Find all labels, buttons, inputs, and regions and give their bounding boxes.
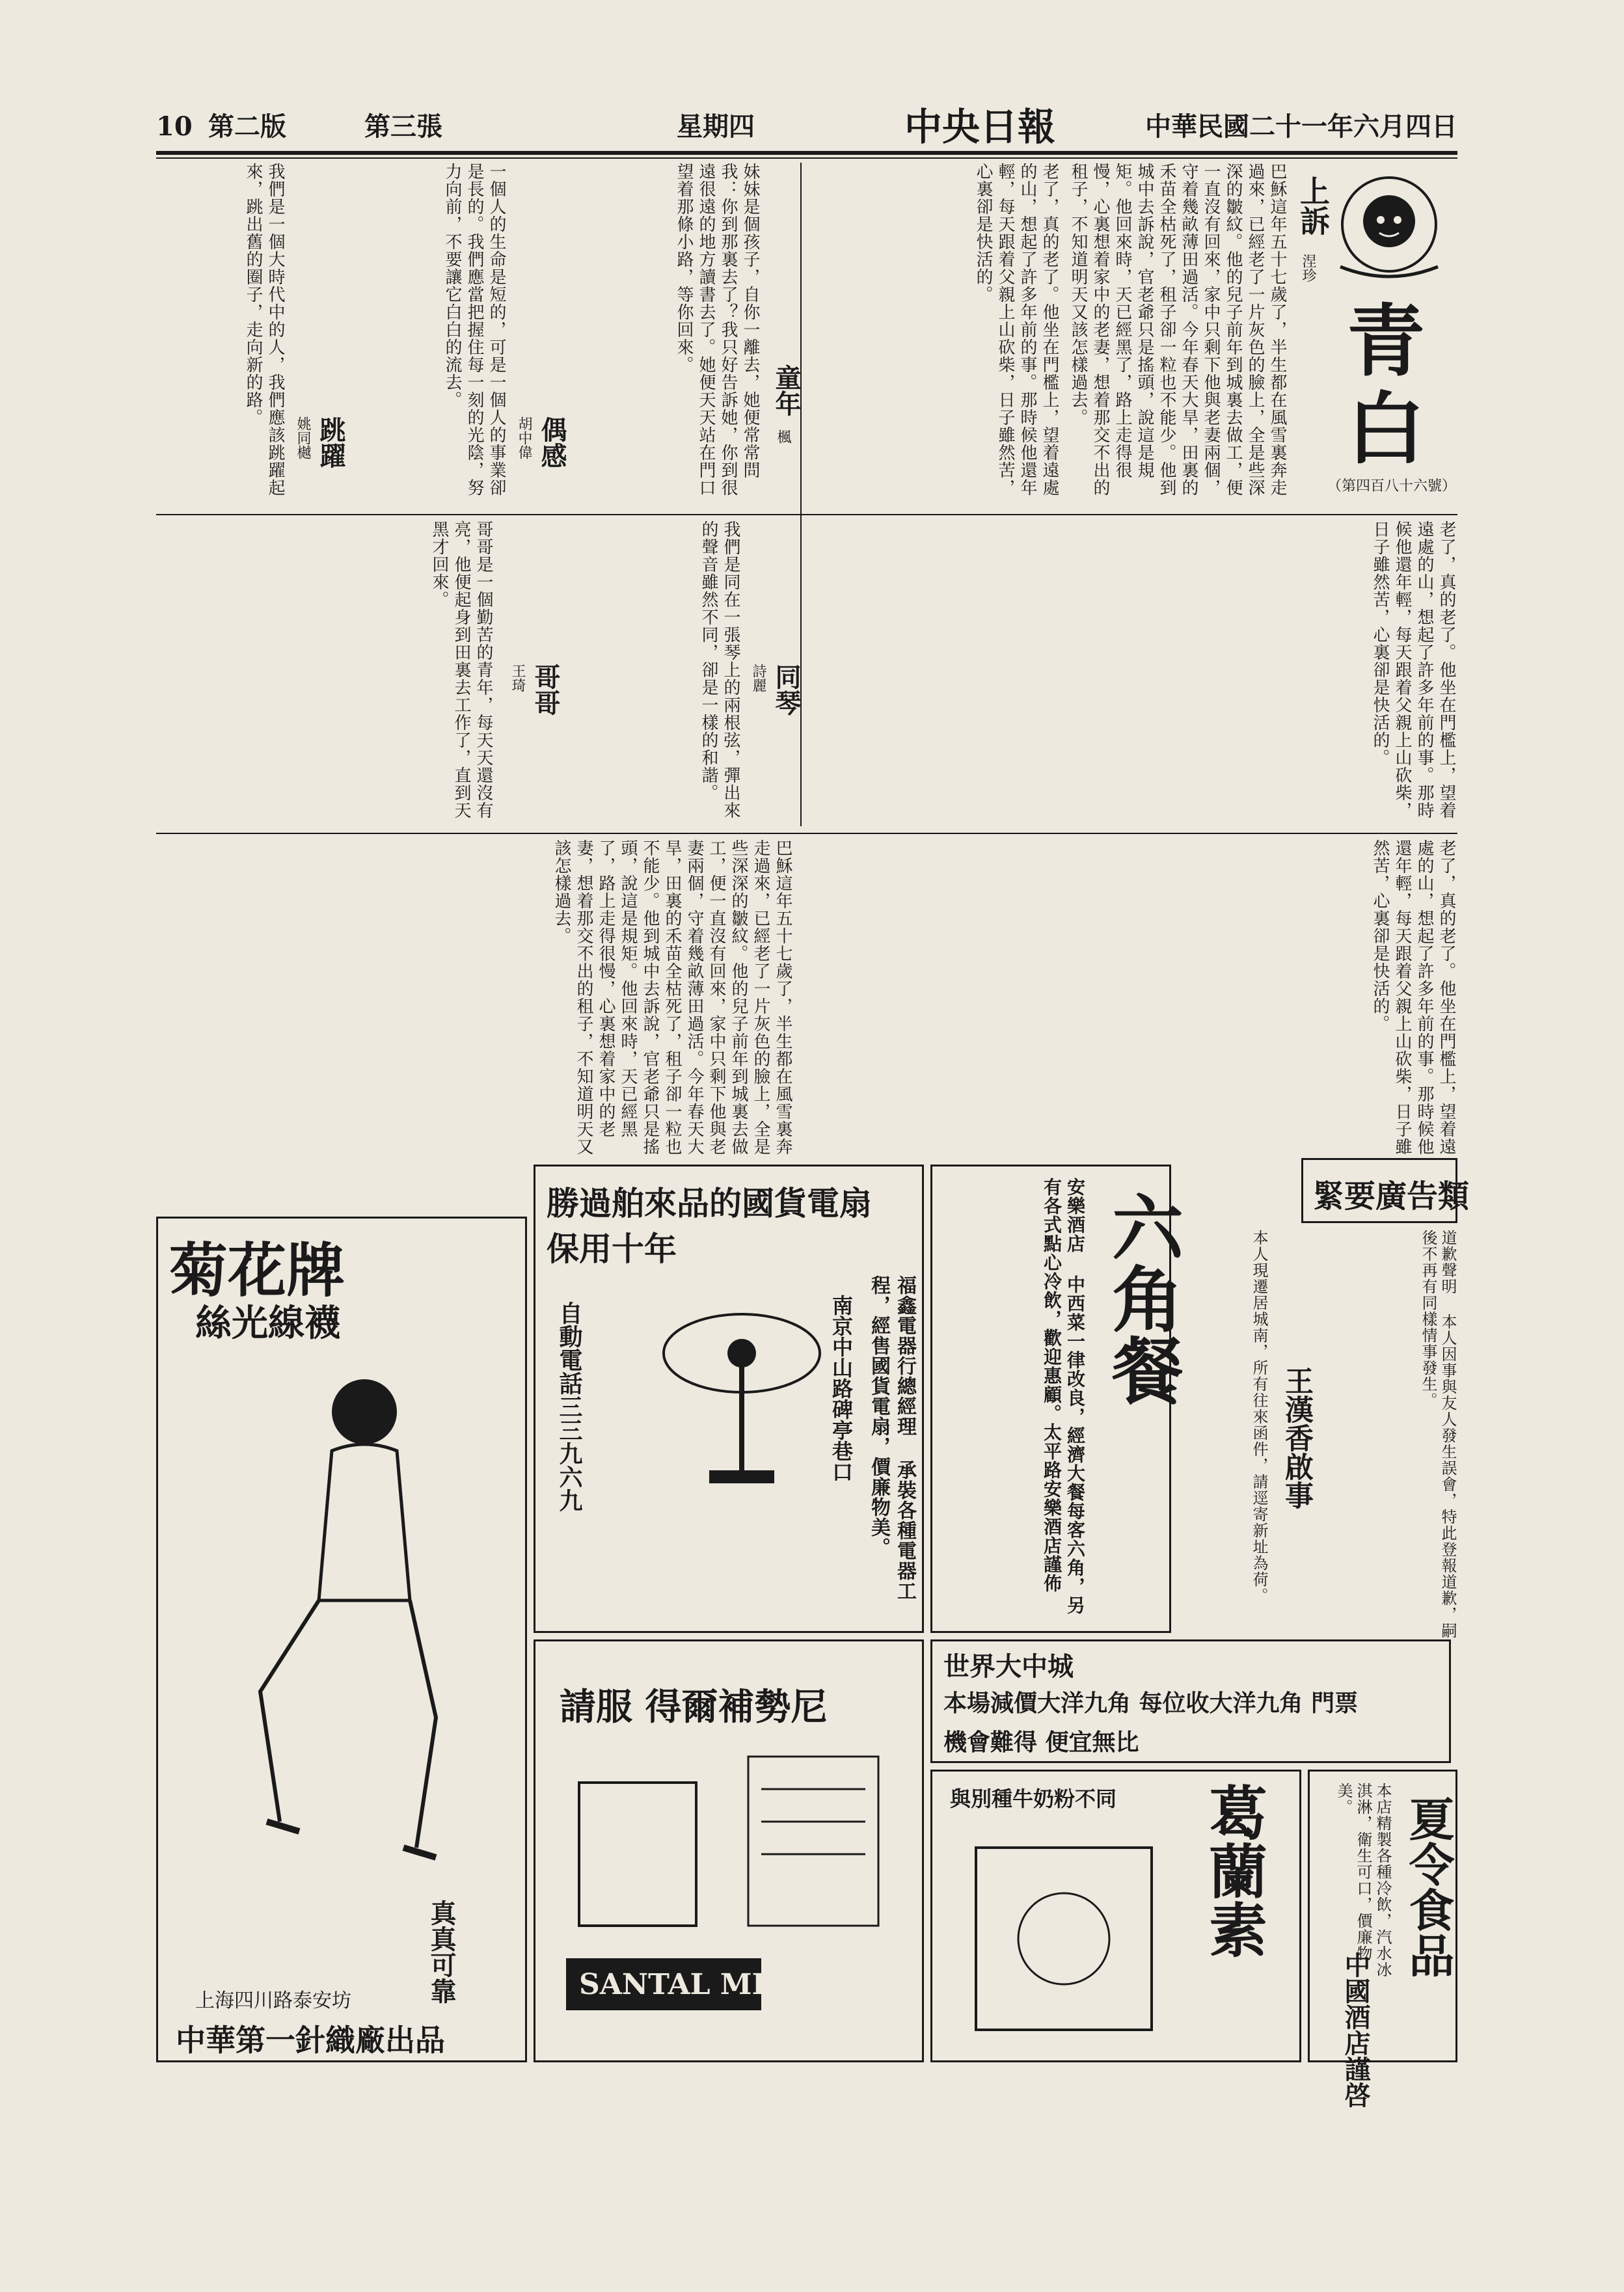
article-title-ougan: 偶感 (537, 416, 567, 468)
article-title-shangsu: 上訴 (1295, 176, 1331, 236)
cinema-ad-body: 本場減價大洋九角 每位收大洋九角 門票 (943, 1690, 1359, 1717)
column-divider (800, 163, 802, 826)
article-title-tongnian: 童年 (771, 364, 802, 416)
supplement-name-top: 青 (1347, 295, 1425, 387)
liujiao-ad-title: 六角餐 (1100, 1191, 1184, 1405)
sock-ad-brand: 菊花牌 (169, 1236, 345, 1305)
summer-ad-title: 夏令食品 (1401, 1796, 1455, 1978)
cinema-ad-subtitle: 機會難得 便宜無比 (943, 1729, 1139, 1756)
child-illustration-icon (1321, 163, 1457, 293)
notice-header: 緊要廣告類 (1313, 1178, 1470, 1215)
electric-fan-icon (651, 1275, 833, 1490)
article-body-tongnian: 妹妹是個孩子，自你一離去，她便常常問我：你到那裏去了？我只好告訴她，你到很遠很遠的地方讀書去了。她便天天站在門口望着那條小路，等你回來。 (674, 163, 760, 496)
sock-ad-address: 上海四川路泰安坊 (195, 1989, 351, 2012)
article-body-tier3-left: 巴穌這年五十七歲了，半生都在風雪裏奔走過來，已經老了一片灰色的臉上，全是些深深的皺紋。他的兒子前年到城裏去做工，便一直沒有回來，家中只剩下他與老妻兩個，守着幾畝薄田過活。今年春天大旱，田裏的禾苗全枯死了，租子卻一粒也不能少。他到城中去訴說，官老爺只是搖頭，說這是規矩。他回來時，天已經黑了，路上走得很慢，心裏想着家中的老妻，想着那交不出的租子，不知道明天又該怎樣過去。 (552, 839, 792, 1155)
supplement-logo (1321, 163, 1457, 501)
header-rule-thin (156, 157, 1457, 159)
article-author-gege: 王琦 (509, 664, 526, 692)
fan-ad-phone: 自動電話三三九六九 (556, 1301, 583, 1512)
paper-name: 中央日報 (904, 105, 1056, 149)
medicine-ad-name: SANTAL MIDY (579, 1968, 811, 2001)
supplement-name-bottom: 白 (1347, 383, 1425, 475)
article-body-shangsu-cont: 老了，真的老了。他坐在門檻上，望着遠處的山，想起了許多年前的事。那時候他還年輕，每天跟着父親上山砍柴，日子雖然苦，心裏卻是快活的。 (973, 163, 1059, 496)
fan-ad-body: 福鑫電器行總經理 承裝各種電器工程，經售國貨電扇，價廉物美。 (867, 1275, 916, 1601)
article-author-shangsu: 涅珍 (1300, 254, 1316, 282)
fan-ad-address: 南京中山路碑亭巷口 (829, 1295, 854, 1482)
milk-tin-icon (956, 1835, 1171, 2043)
cinema-ad-title: 世界大中城 (943, 1651, 1074, 1682)
article-body-tier3-right: 老了，真的老了。他坐在門檻上，望着遠處的山，想起了許多年前的事。那時候他還年輕，每天跟着父親上山砍柴，日子雖然苦，心裏卻是快活的。 (1370, 839, 1456, 1155)
liujiao-ad-body: 安樂酒店 中西菜一律改良，經濟大餐每客六角，另有各式點心冷飲，歡迎惠顧。太平路安樂酒店謹佈 (1041, 1178, 1086, 1615)
section-rule-1 (156, 514, 1457, 515)
header-rule (156, 151, 1457, 155)
wang-notice-body: 本人現遷居城南，所有往來函件，請逕寄新址為荷。 (1250, 1230, 1268, 1604)
article-title-tongqin: 同琴 (771, 664, 802, 716)
article-body-ougan: 一個人的生命是短的，可是一個人的事業卻是長的。我們應當把握住每一刻的光陰，努力向前，不要讓它白白的流去。 (442, 163, 506, 496)
article-body-tiaoyue: 我們是一個大時代中的人，我們應該跳躍起來，跳出舊的圈子，走向新的路。 (243, 163, 285, 496)
milk-ad-subtitle: 與別種牛奶粉不同 (950, 1786, 1117, 1811)
article-author-tiaoyue: 姚同樾 (295, 416, 311, 459)
weekday-label: 星期四 (677, 111, 755, 142)
milk-ad-title: 葛蘭素 (1198, 1783, 1267, 1958)
notice-body: 道歉聲明 本人因事與友人發生誤會，特此登報道歉，嗣後不再有同樣情事發生。 (1419, 1230, 1457, 1639)
sock-ad-tagline: 真真可靠 (426, 1900, 457, 2004)
summer-ad-shop: 中國酒店謹啓 (1340, 1952, 1371, 2108)
fan-ad-title: 勝過舶來品的國貨電扇 (547, 1184, 872, 1222)
article-body-shangsu: 巴穌這年五十七歲了，半生都在風雪裏奔走過來，已經老了一片灰色的臉上，全是些深深的皺紋。他的兒子前年到城裏去做工，便一直沒有回來，家中只剩下他與老妻兩個，守着幾畝薄田過活。今年春天大旱，田裏的禾苗全枯死了，租子卻一粒也不能少。他到城中去訴說，官老爺只是搖頭，說這是規矩。他回來時，天已經黑了，路上走得很慢，心裏想着家中的老妻，想着那交不出的租子，不知道明天又該怎樣過去。 (1068, 163, 1287, 496)
article-body-tongqin: 我們是同在一張琴上的兩根弦，彈出來的聲音雖然不同，卻是一樣的和諧。 (699, 520, 740, 819)
issue-number: （第四百八十六號） (1327, 478, 1457, 494)
article-title-tiaoyue: 跳躍 (316, 416, 346, 468)
sock-ad-maker: 中華第一針織廠出品 (176, 2023, 445, 2058)
page-number: 10 (156, 111, 193, 142)
article-title-gege: 哥哥 (530, 664, 561, 716)
sock-ad-product: 絲光線襪 (195, 1302, 341, 1345)
edition-label: 第二版 (208, 111, 286, 142)
sheet-label: 第三張 (364, 111, 442, 142)
masthead (156, 104, 1457, 150)
summer-ad-body: 本店精製各種冷飲，汽水冰淇淋，衛生可口，價廉物美。 (1334, 1783, 1392, 1978)
date-label: 中華民國二十一年六月四日 (1145, 111, 1457, 142)
medicine-ad-title: 請服 得爾補勢尼 (560, 1686, 828, 1729)
wang-notice-title: 王漢香啟事 (1280, 1366, 1313, 1509)
article-author-ougan: 胡中偉 (516, 416, 532, 459)
woman-seated-illustration-icon (221, 1353, 494, 1874)
article-body-gege: 哥哥是一個勤苦的青年，每天天還沒有亮，他便起身到田裏去工作了，直到天黑才回來。 (429, 520, 493, 819)
section-rule-2 (156, 833, 1457, 834)
article-body-notice-area: 老了，真的老了。他坐在門檻上，望着遠處的山，想起了許多年前的事。那時候他還年輕，每天跟着父親上山砍柴，日子雖然苦，心裏卻是快活的。 (1370, 520, 1456, 819)
article-author-tongnian: 楓 (775, 429, 791, 444)
article-author-tongqin: 詩麗 (750, 664, 766, 692)
medicine-bottle-icon (553, 1744, 904, 1939)
fan-ad-subtitle: 保用十年 (547, 1230, 677, 1268)
